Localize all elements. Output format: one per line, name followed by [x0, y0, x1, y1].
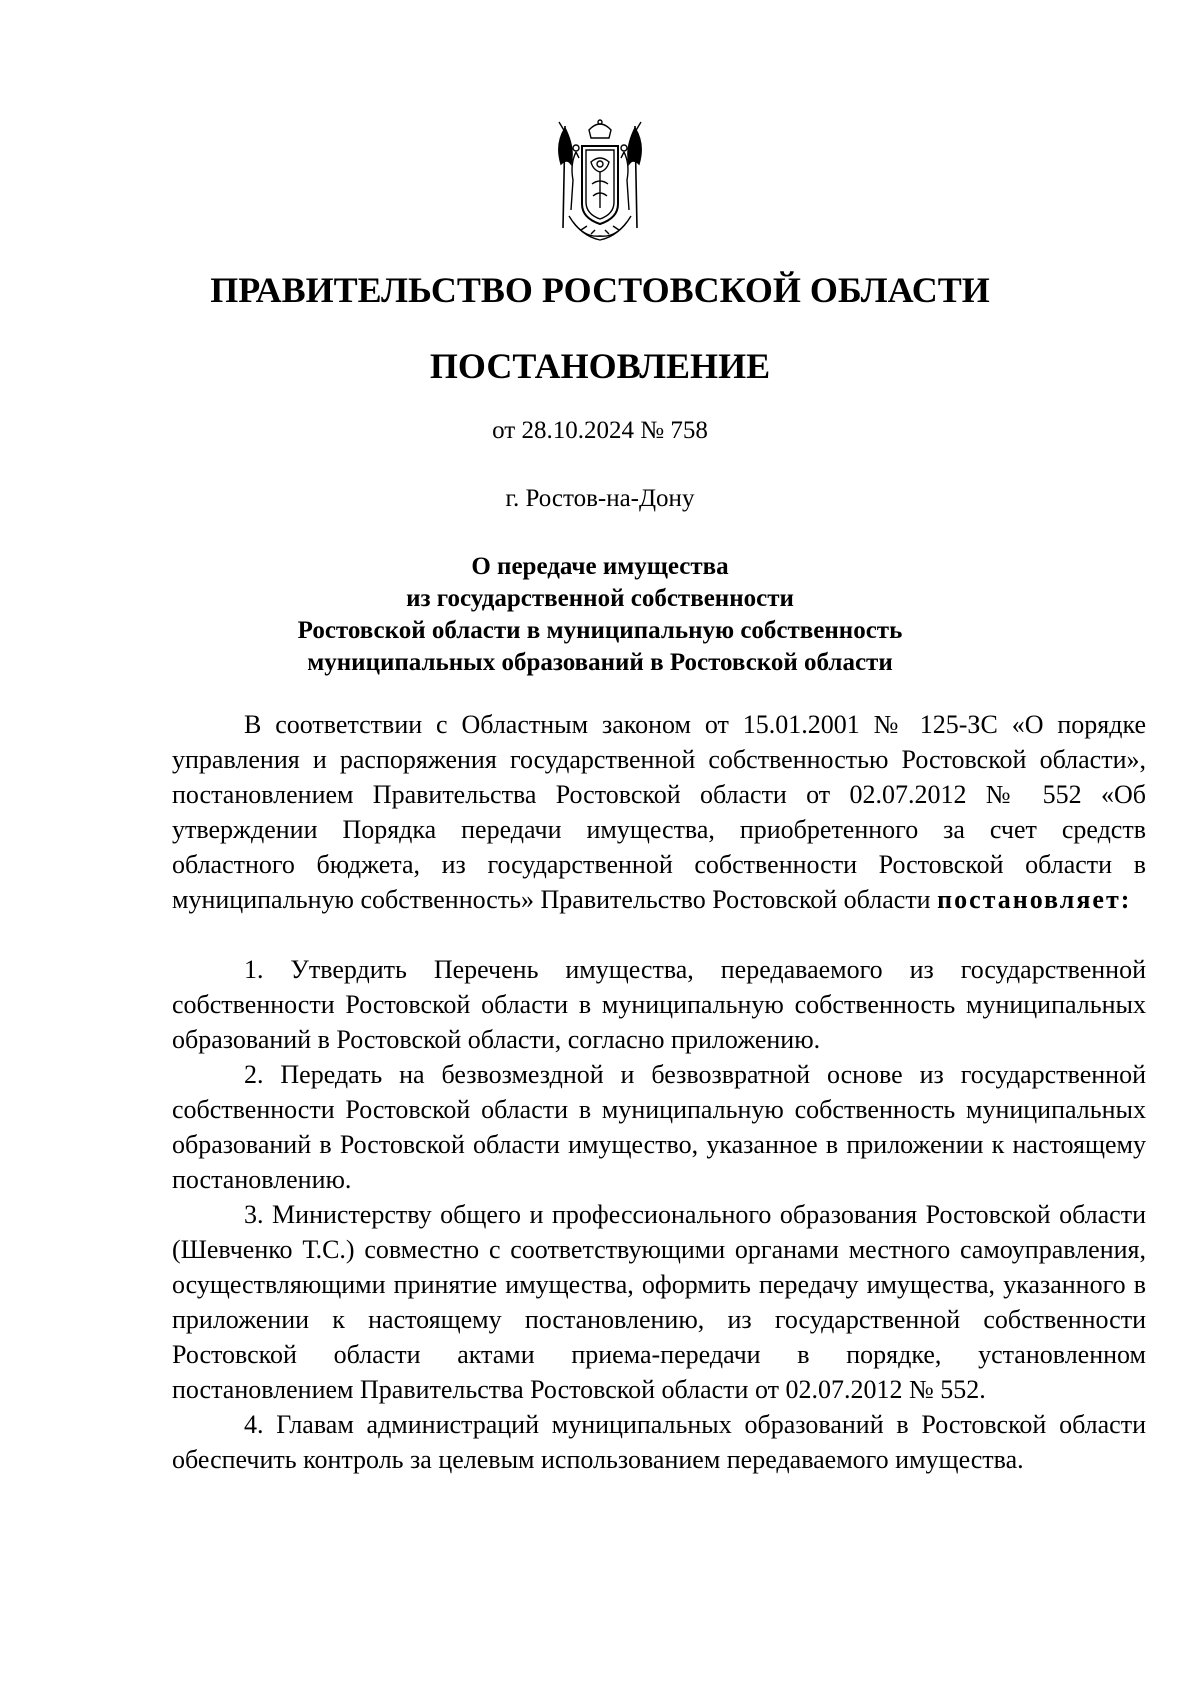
- document-body: [172, 707, 1146, 1477]
- subject-line: О передаче имущества: [471, 553, 729, 580]
- document-type-title: ПОСТАНОВЛЕНИЕ: [429, 346, 771, 386]
- document-city: г. Ростов-на-Дону: [505, 485, 695, 512]
- item-paragraph-3: 3. Министерству общего и профессионального образования Ростовской области (Шевченко Т.С.) совместно с соответствующими органами местного самоуправления, осуществляющими принятие имущества, оформить передачу имущества, указанного в приложении к настоящему постановлению, из государственной собственности Ростовской области актами приема-передачи в порядке, установленном постановлением Правительства Ростовской области от 02.07.2012 № 552.: [172, 1200, 1146, 1404]
- resolves-word: постановляет:: [937, 885, 1132, 914]
- item-paragraph-4: 4. Главам администраций муниципальных образований в Ростовской области обеспечить контроль за целевым использованием передаваемого имущества.: [172, 1410, 1146, 1474]
- item-paragraph-2: 2. Передать на безвозмездной и безвозвратной основе из государственной собственности Ростовской области в муниципальную собственность муниципальных образований в Ростовской области имущество, указанное в приложении к настоящему постановлению.: [172, 1060, 1146, 1194]
- preamble-text: В соответствии с Областным законом от 15.01.2001 № 125-ЗС «О порядке управления и распоряжения государственной собственностью Ростовской области», постановлением Правительства Ростовской области от 02.07.2012 № 552 «Об утверждении Порядка передачи имущества, приобретенного за счет средств областного бюджета, из государственной собственности Ростовской области в муниципальную собственность» Правительство Ростовской области: [172, 710, 1146, 914]
- document-subject: [0, 551, 1200, 679]
- item-paragraph-1: 1. Утвердить Перечень имущества, передаваемого из государственной собственности Ростовской области в муниципальную собственность муниципальных образований в Ростовской области, согласно приложению.: [172, 955, 1146, 1054]
- document-date-number: от 28.10.2024 № 758: [492, 417, 708, 444]
- organization-title: ПРАВИТЕЛЬСТВО РОСТОВСКОЙ ОБЛАСТИ: [210, 270, 990, 310]
- subject-line: муниципальных образований в Ростовской области: [307, 649, 893, 676]
- subject-line: из государственной собственности: [406, 585, 794, 612]
- rostov-oblast-coat-of-arms-icon: [551, 118, 649, 244]
- preamble-paragraph: [172, 707, 1146, 917]
- subject-line: Ростовской области в муниципальную собственность: [297, 617, 903, 644]
